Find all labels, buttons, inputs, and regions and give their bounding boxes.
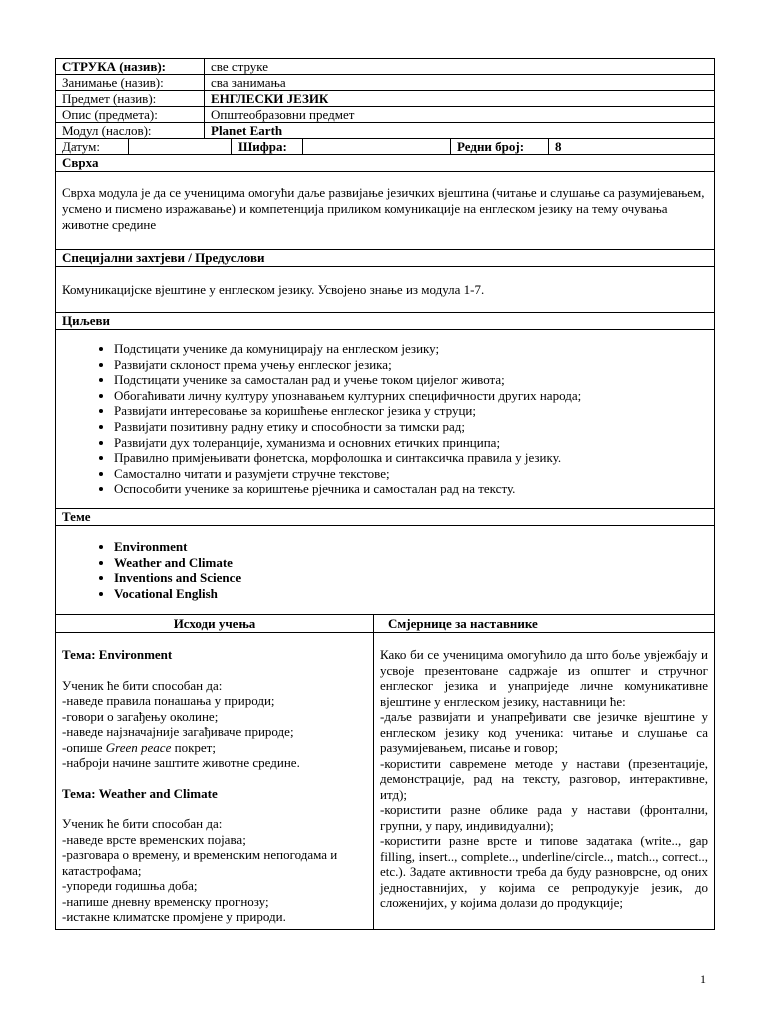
- zanimanje-value: сва занимања: [205, 75, 715, 91]
- themes-list: [62, 539, 708, 601]
- outcomes-row: [56, 633, 715, 930]
- list-item: • Weather and Climate: [114, 555, 708, 571]
- syllabus-document: [55, 58, 714, 930]
- list-item: -разговара о времену, и временским непогодама и катастрофама;: [62, 847, 338, 878]
- header-row-modul: [56, 123, 715, 139]
- list-item: -наброји начине заштите животне средине.: [62, 755, 300, 771]
- list-item: • Vocational English: [114, 586, 708, 602]
- list-item: -користити савремене методе у настави (презентације, демонстрације, рад на тексту, разговор, интерактивне, итд);: [380, 755, 708, 802]
- purpose-title: Сврха: [56, 155, 715, 172]
- sections-table: [55, 155, 715, 930]
- header-row-predmet: [56, 91, 715, 107]
- topic2-title: Тема: Weather and Climate: [62, 785, 218, 801]
- purpose-row: [56, 172, 715, 250]
- themes-row: [56, 525, 715, 614]
- guidelines-cell: [374, 633, 715, 930]
- code-value: [303, 139, 451, 155]
- goals-title: Циљеви: [56, 313, 715, 330]
- themes-cell: [56, 525, 715, 614]
- predmet-label: Предмет (назив):: [56, 91, 205, 107]
- goals-row: [56, 330, 715, 509]
- list-item: • Развијати дух толеранције, хуманизма и основних етичких принципа;: [114, 435, 708, 451]
- outcomes-column-title: Исходи учења: [56, 615, 374, 633]
- opis-label: Опис (предмета):: [56, 107, 205, 123]
- list-item: • Развијати позитивну радну етику и способности за тимски рад;: [114, 419, 708, 435]
- list-item: • Развијати склоност према учењу енглеског језика;: [114, 357, 708, 373]
- topic1-intro: Ученик ће бити способан да:: [62, 677, 223, 693]
- list-item: • Обогаћивати личну културу упознавањем културних специфичности других народа;: [114, 388, 708, 404]
- date-value: [129, 139, 232, 155]
- requirements-text: Комуникацијске вјештине у енглеском језику. Усвојено знање из модула 1-7.: [56, 267, 715, 313]
- header-row-zanimanje: [56, 75, 715, 91]
- requirements-title-row: [56, 250, 715, 267]
- list-item: -даље развијати и унапређивати све језичке вјештине у енглеском језику код ученика: читање и слушање са разумијевањем, писање и говор;: [380, 709, 708, 756]
- modul-value: Planet Earth: [205, 123, 715, 139]
- list-item: -истакне климатске промјене у природи.: [62, 909, 286, 925]
- modul-label: Модул (наслов):: [56, 123, 205, 139]
- meta-row: [56, 139, 715, 155]
- list-item: -наведе најзначајније загађиваче природе;: [62, 724, 294, 740]
- struka-value: све струке: [205, 59, 715, 75]
- purpose-text: Сврха модула је да се ученицима омогући даље развијање језичких вјештина (читање и слушање са разумијевањем, усмено и писмено изражавање) и компетенција приликом комуникације на енглеском језику на тему очувања животне средине: [56, 172, 715, 250]
- page-number: 1: [700, 972, 706, 986]
- code-label: Шифра:: [232, 139, 303, 155]
- goals-title-row: [56, 313, 715, 330]
- zanimanje-label: Занимање (назив):: [56, 75, 205, 91]
- themes-title: Теме: [56, 508, 715, 525]
- list-item: -наведе врсте временских појава;: [62, 831, 246, 847]
- list-item: • Правилно примјењивати фонетска, морфолошка и синтаксичка правила у језику.: [114, 450, 708, 466]
- list-item: Како би се ученицима омогућило да што боље увјежбају и усвоје презентоване садржаје из општег и стручног енглеског језика и унаприједе личне комуникативне вјештине у енглеском језику, наставници ће:: [380, 647, 708, 709]
- list-item: -користити разне облике рада у настави (фронтални, групни, у пару, индивидуални);: [380, 802, 708, 833]
- meta-table: [55, 139, 715, 155]
- themes-title-row: [56, 508, 715, 525]
- requirements-row: [56, 267, 715, 313]
- outcomes-cell: [56, 633, 374, 930]
- order-label: Редни број:: [451, 139, 549, 155]
- requirements-title: Специјални захтјеви / Предуслови: [56, 250, 715, 267]
- opis-value: Општеобразовни предмет: [205, 107, 715, 123]
- list-item: • Environment: [114, 539, 708, 555]
- predmet-value: ЕНГЛЕСКИ ЈЕЗИК: [205, 91, 715, 107]
- guidelines-column-title: Смјернице за наставнике: [374, 615, 715, 633]
- green-peace-item: -опише Green peace покрет;: [62, 739, 216, 755]
- header-table: [55, 58, 715, 139]
- outcomes-header-row: [56, 615, 715, 633]
- order-value: 8: [549, 139, 715, 155]
- goals-list: [62, 341, 708, 497]
- list-item: • Подстицати ученике да комуницирају на енглеском језику;: [114, 341, 708, 357]
- purpose-title-row: [56, 155, 715, 172]
- list-item: • Подстицати ученике за самосталан рад и учење током цијелог живота;: [114, 372, 708, 388]
- date-label: Датум:: [56, 139, 129, 155]
- list-item: • Inventions and Science: [114, 570, 708, 586]
- list-item: -наведе правила понашања у природи;: [62, 693, 275, 709]
- list-item: • Самостално читати и разумјети стручне текстове;: [114, 466, 708, 482]
- list-item: -говори о загађењу околине;: [62, 708, 219, 724]
- header-row-opis: [56, 107, 715, 123]
- list-item: -користити разне врсте и типове задатака (write.., gap filling, insert.., complete.., underline/circle.., match.., correct.., etc.). Задате активности треба да буду разноврсне, од оних једноставнијих, у којима се репродукује језик, до сложенијих, у којима долази до продукције;: [380, 833, 708, 911]
- list-item: -упореди годишња доба;: [62, 878, 198, 894]
- list-item: • Оспособити ученике за кориштење рјечника и самосталан рад на тексту.: [114, 481, 708, 497]
- topic1-title: Тема: Environment: [62, 647, 173, 663]
- goals-cell: [56, 330, 715, 509]
- list-item: • Развијати интересовање за коришћење енглеског језика у струци;: [114, 403, 708, 419]
- struka-label: СТРУКА (назив):: [56, 59, 205, 75]
- topic2-intro: Ученик ће бити способан да:: [62, 816, 223, 832]
- header-row-struka: [56, 59, 715, 75]
- list-item: -напише дневну временску прогнозу;: [62, 893, 269, 909]
